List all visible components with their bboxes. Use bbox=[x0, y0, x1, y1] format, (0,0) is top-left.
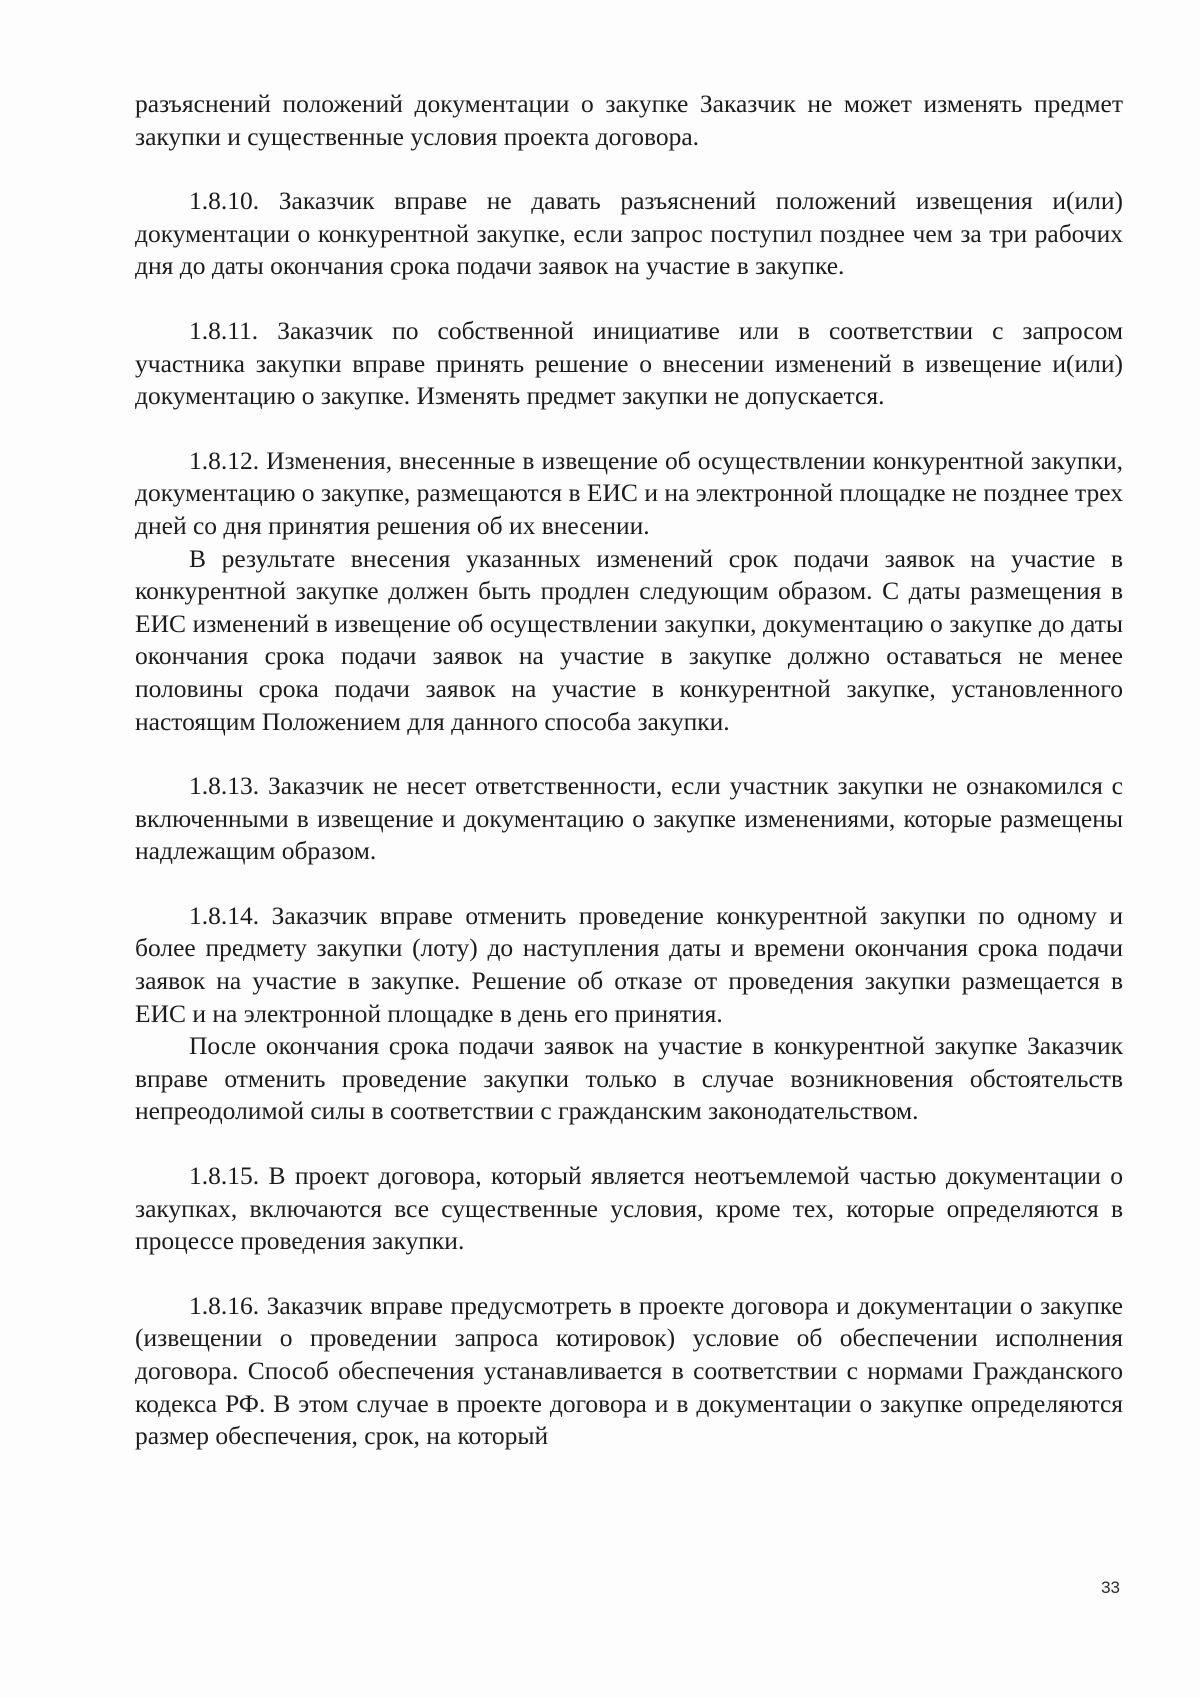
document-body bbox=[135, 88, 1123, 1453]
page-number: 33 bbox=[1101, 1578, 1120, 1597]
paragraph-1-8-15: 1.8.15. В проект договора, который является неотъемлемой частью документации о закупках, включаются все существенные условия, кроме тех, которые определяются в процессе проведения закупки. bbox=[135, 1161, 1123, 1256]
paragraph-1-8-16: 1.8.16. Заказчик вправе предусмотреть в проекте договора и документации о закупке (извещении о проведении запроса котировок) условие об обеспечении исполнения договора. Способ обеспечения устанавливается в соответствии с нормами Гражданского кодекса РФ. В этом случае в проекте договора и в документации о закупке определяются размер обеспечения, срок, на который bbox=[135, 1290, 1123, 1451]
paragraph-continuation: разъяснений положений документации о закупке Заказчик не может изменять предмет закупки и существенные условия проекта договора. bbox=[135, 89, 1123, 151]
paragraph-1-8-14: 1.8.14. Заказчик вправе отменить проведение конкурентной закупки по одному и более предмету закупки (лоту) до наступления даты и времени окончания срока подачи заявок на участие в закупке. Решение об отказе от проведения закупки размещается в ЕИС и на электронной площадке в день его принятия. bbox=[135, 900, 1123, 1028]
paragraph-1-8-11: 1.8.11. Заказчик по собственной инициативе или в соответствии с запросом участника закупки вправе принять решение о внесении изменений в извещение и(или) документацию о закупке. Изменять предмет закупки не допускается. bbox=[135, 315, 1123, 411]
paragraph-1-8-10: 1.8.10. Заказчик вправе не давать разъяснений положений извещения и(или) документации о конкурентной закупке, если запрос поступил позднее чем за три рабочих дня до даты окончания срока подачи заявок на участие в закупке. bbox=[135, 186, 1123, 281]
paragraph-1-8-13: 1.8.13. Заказчик не несет ответственности, если участник закупки не ознакомился с включенными в извещение и документацию о закупке изменениями, которые размещены надлежащим образом. bbox=[135, 771, 1123, 866]
paragraph-1-8-12: 1.8.12. Изменения, внесенные в извещение об осуществлении конкурентной закупки, документацию о закупке, размещаются в ЕИС и на электронной площадке не позднее трех дней со дня принятия решения об их внесении. bbox=[135, 445, 1123, 540]
paragraph-1-8-14-continued: После окончания срока подачи заявок на участие в конкурентной закупке Заказчик вправе отменить проведение закупки только в случае возникновения обстоятельств непреодолимой силы в соответствии с гражданским законодательством. bbox=[135, 1031, 1123, 1126]
paragraph-1-8-12-continued: В результате внесения указанных изменений срок подачи заявок на участие в конкурентной закупке должен быть продлен следующим образом. С даты размещения в ЕИС изменений в извещение об осуществлении закупки, документацию о закупке до даты окончания срока подачи заявок на участие в закупке должно оставаться не менее половины срока подачи заявок на участие в конкурентной закупке, установленного настоящим Положением для данного способа закупки. bbox=[135, 543, 1123, 736]
